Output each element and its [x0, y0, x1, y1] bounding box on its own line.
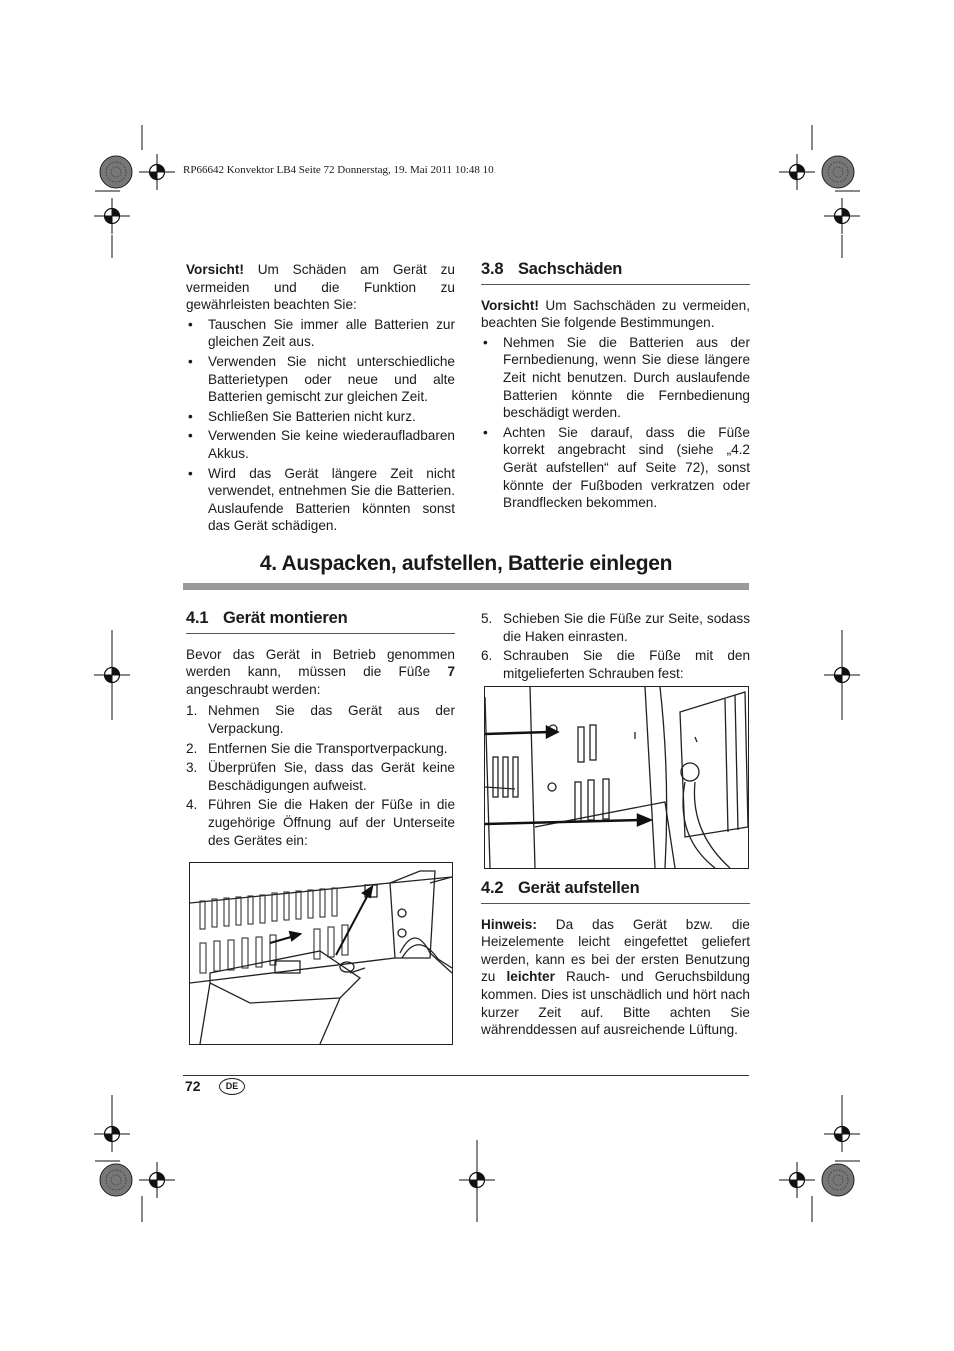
list-item: • Achten Sie darauf, dass die Füße korrekt angebracht sind (siehe „4.2 Gerät aufstellen“ auf Seite 72), sonst könnte der Fußboden verkratzen oder Brandflecken bekommen.: [481, 424, 750, 512]
section-heading: 4.1 Gerät montieren: [186, 610, 455, 634]
chapter-bar: [183, 583, 749, 590]
intro-paragraph: Bevor das Gerät in Betrieb genommen werden kann, müssen die Füße 7 angeschraubt werden:: [186, 646, 455, 697]
list-item: 6. Schrauben Sie die Füße mit den mitgelieferten Schrauben fest:: [481, 648, 750, 681]
list-item: 5. Schieben Sie die Füße zur Seite, sodass die Haken einrasten.: [481, 611, 750, 644]
assembly-steps: [186, 702, 455, 849]
list-item: 1. Nehmen Sie das Gerät aus der Verpackung.: [186, 703, 455, 736]
caution-label: Vorsicht!: [481, 297, 539, 313]
section-4-2: [481, 880, 750, 1039]
section-heading: 4.2 Gerät aufstellen: [481, 880, 750, 904]
damage-bullet-list: [481, 334, 750, 512]
figure-screw-feet: [484, 686, 749, 869]
figure-hook-feet: [189, 862, 453, 1045]
list-item: • Verwenden Sie nicht unterschiedliche Batterietypen oder neue und alte Batterien gemischt zur gleichen Zeit.: [186, 353, 455, 406]
caution-paragraph: [186, 261, 455, 314]
caution-paragraph: Vorsicht! Um Sachschäden zu vermeiden, beachten Sie folgende Bestimmungen.: [481, 297, 750, 331]
hook-feet-illustration: [190, 863, 452, 1044]
list-item: • Wird das Gerät längere Zeit nicht verwendet, entnehmen Sie die Batterien. Auslaufende Batterien könnten sonst das Gerät schädigen.: [186, 465, 455, 535]
assembly-steps-continued: [481, 610, 750, 684]
note-label: Hinweis:: [481, 916, 537, 932]
print-header: RP66642 Konvektor LB4 Seite 72 Donnerstag, 19. Mai 2011 10:48 10: [183, 164, 494, 176]
list-item: • Verwenden Sie keine wiederaufladbaren Akkus.: [186, 427, 455, 462]
list-item: • Tauschen Sie immer alle Batterien zur gleichen Zeit aus.: [186, 316, 455, 351]
assembly-steps-right: [481, 610, 750, 682]
caution-label: Vorsicht!: [186, 262, 244, 277]
section-heading: 3.8 Sachschäden: [481, 261, 750, 285]
page-number: 72: [185, 1078, 201, 1094]
screw-feet-illustration: [485, 687, 748, 868]
list-item: • Nehmen Sie die Batterien aus der Fernbedienung, wenn Sie diese längere Zeit nicht benutzen. Durch auslaufende Batterien könnte die Fernbedienung beschädigt werden.: [481, 334, 750, 422]
section-4-1: [186, 610, 455, 851]
chapter-title: 4. Auspacken, aufstellen, Batterie einlegen: [259, 552, 673, 575]
footer-rule: [183, 1075, 749, 1076]
list-item: 2. Entfernen Sie die Transportverpackung.: [186, 740, 448, 756]
caution-text: Um Schäden am Gerät zu vermeiden und die Funktion zu gewährleisten beachten Sie:: [186, 262, 455, 313]
list-item: 4. Führen Sie die Haken der Füße in die zugehörige Öffnung auf der Unterseite des Gerätes ein:: [186, 797, 455, 848]
left-top-column: [186, 261, 455, 537]
note-paragraph: Hinweis: Da das Gerät bzw. die Heizelemente leicht eingefettet geliefert werden, kann es bei der ersten Benutzung zu leichter Rauch- und Geruchsbildung kommen. Dies ist unschädlich und hört nach kurzer Zeit auf. Bitte achten Sie währenddessen auf ausreichende Lüftung.: [481, 916, 750, 1038]
section-3-8: [481, 261, 750, 514]
list-item: 3. Überprüfen Sie, dass das Gerät keine Beschädigungen aufweist.: [186, 760, 455, 793]
language-badge: DE: [219, 1078, 245, 1095]
battery-bullet-list: [186, 316, 455, 535]
list-item: • Schließen Sie Batterien nicht kurz.: [186, 408, 455, 426]
